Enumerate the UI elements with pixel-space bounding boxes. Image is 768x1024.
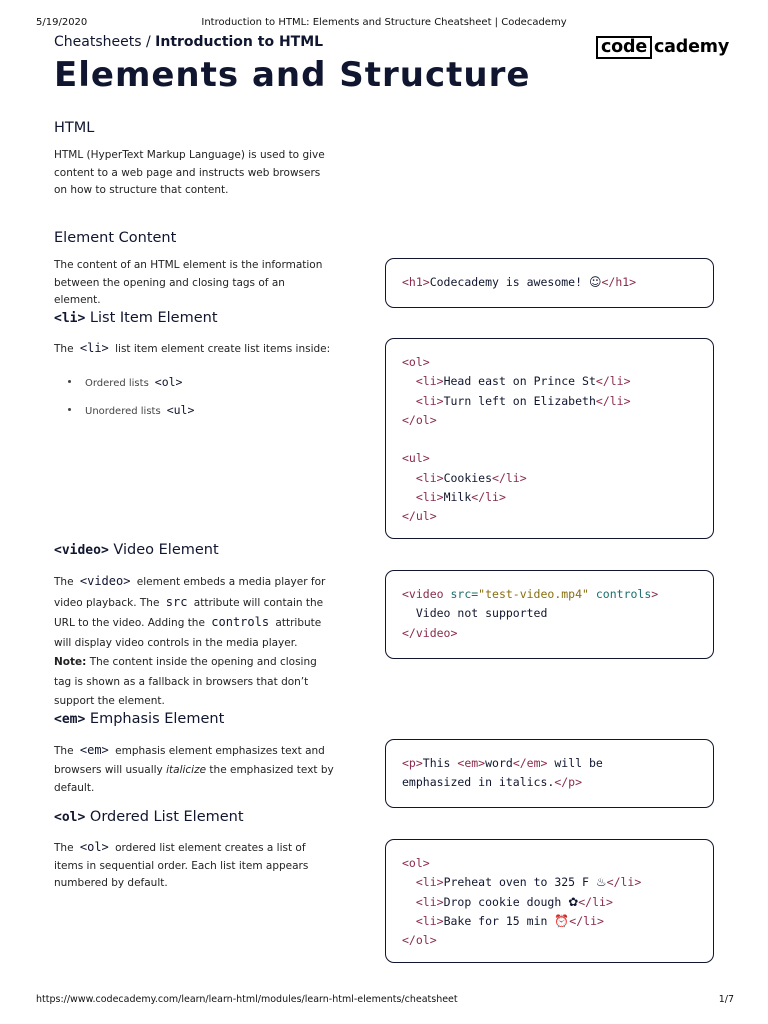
- print-page-number: 1/7: [718, 994, 734, 1005]
- section-heading-li: <li> List Item Element: [54, 310, 218, 326]
- print-title: Introduction to HTML: Elements and Structure Cheatsheet | Codecademy: [201, 17, 567, 28]
- breadcrumb-cheatsheets-link[interactable]: Cheatsheets: [54, 34, 142, 50]
- page-title: Elements and Structure: [54, 55, 531, 95]
- section-heading-video: <video> Video Element: [54, 542, 219, 558]
- breadcrumb-separator: /: [141, 34, 156, 50]
- section-heading-ol: <ol> Ordered List Element: [54, 809, 244, 825]
- list-item: Ordered lists <ol>: [68, 374, 194, 402]
- print-date: 5/19/2020: [36, 17, 88, 28]
- breadcrumb-current: Introduction to HTML: [155, 34, 324, 50]
- section-text-element-content: The content of an HTML element is the information between the opening and closing tags of an element.: [54, 259, 323, 306]
- alarm-clock-emoji-icon: ⏰: [554, 913, 570, 928]
- cookie-emoji-icon: ✿: [568, 894, 579, 909]
- section-text-video: The <video> element embeds a media player for video playback. The src attribute will contain the URL to the video. Adding the controls attribute will display video controls in the media player. Note: The content inside the opening and closing tag is shown as a fallback in browsers that don’t support the element.: [54, 574, 326, 707]
- section-heading-element-content: Element Content: [54, 230, 177, 246]
- section-text-li: The <li> list item element create list items inside:: [54, 341, 331, 355]
- bullet-list-li: [68, 374, 194, 430]
- section-text-html: HTML (HyperText Markup Language) is used to give content to a web page and instructs web browsers on how to structure that content.: [54, 149, 325, 196]
- code-example-em: <p>This <em>word</em> will be emphasized in italics.</p>: [385, 739, 714, 808]
- section-text-ol: The <ol> ordered list element creates a list of items in sequential order. Each list item appears numbered by default.: [54, 840, 309, 889]
- list-item: Unordered lists <ul>: [68, 402, 194, 430]
- logo-cademy: cademy: [654, 37, 730, 57]
- logo-code: code: [596, 36, 652, 59]
- code-example-ol: <ol> <li>Preheat oven to 325 F ♨</li> <li>Drop cookie dough ✿</li> <li>Bake for 15 min ⏰</li> </ol>: [385, 839, 714, 963]
- code-example-li: <ol> <li>Head east on Prince St</li> <li>Turn left on Elizabeth</li> </ol> <ul> <li>Cookies</li> <li>Milk</li> </ul>: [385, 338, 714, 539]
- section-text-em: The <em> emphasis element emphasizes text and browsers will usually italicize the emphasized text by default.: [54, 743, 334, 794]
- breadcrumb: [54, 34, 323, 50]
- codecademy-logo[interactable]: [596, 36, 729, 59]
- code-example-video: <video src="test-video.mp4" controls> Video not supported </video>: [385, 570, 714, 659]
- section-heading-em: <em> Emphasis Element: [54, 711, 225, 727]
- smiley-emoji-icon: ☺: [588, 275, 602, 289]
- print-url: https://www.codecademy.com/learn/learn-html/modules/learn-html-elements/cheatsheet: [36, 994, 458, 1005]
- section-heading-html: HTML: [54, 120, 95, 136]
- code-example-element-content: <h1>Codecademy is awesome! ☺</h1>: [385, 258, 714, 308]
- oven-emoji-icon: ♨: [595, 875, 607, 890]
